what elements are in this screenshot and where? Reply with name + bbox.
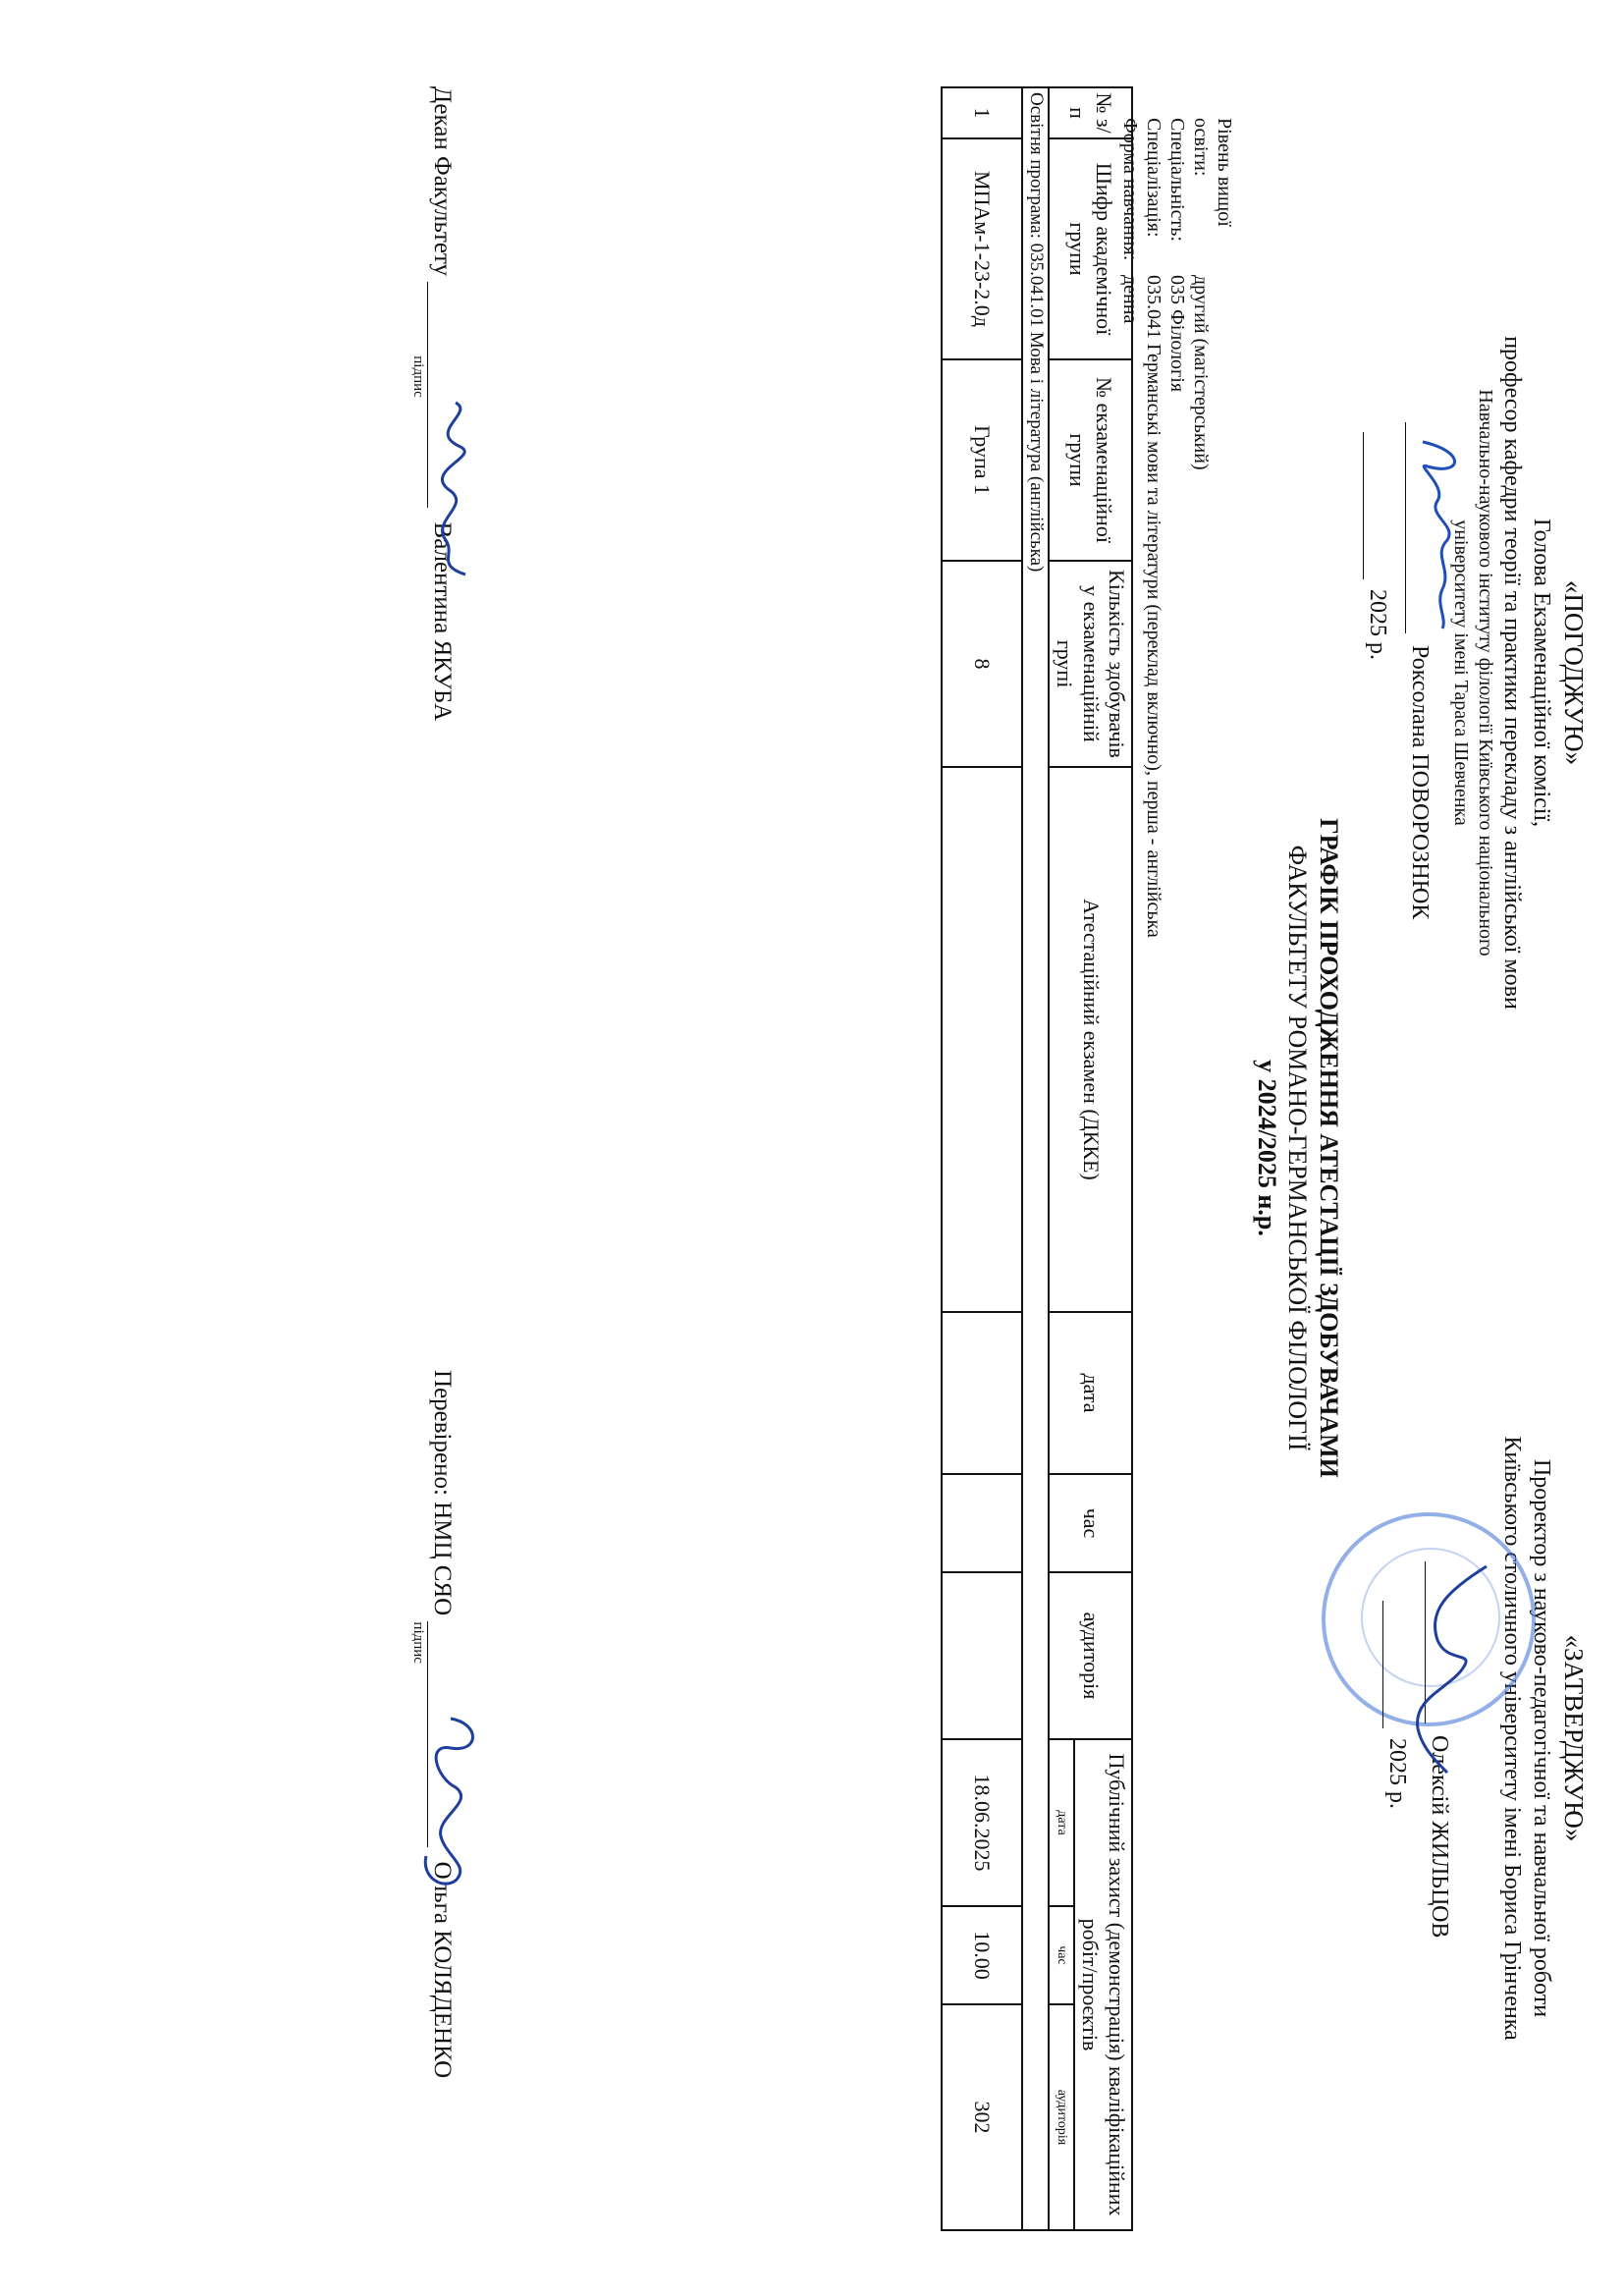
title-line-2: ФАКУЛЬТЕТУ РОМАНО-ГЕРМАНСЬКОЇ ФІЛОЛОГІЇ [1283,845,1313,1451]
info-value: 035 Філологія [1166,275,1188,393]
header-date: дата [1049,1312,1132,1474]
header-exam: Атестаційний екзамен (ДККЕ) [1049,767,1132,1312]
cell-group-code: МПАм-1-23-2.0д [942,138,1022,359]
approval-right-line: Проректор з науково-педагогічної та навчальної роботи [1529,1458,1555,2018]
header-defense: Публічний захист (демонстрація) кваліфікаційних робіт/проєктів [1074,1739,1132,2230]
approval-left-block [1448,285,1590,1061]
approval-right-year: 2025 р. [1384,1738,1410,1809]
approval-left-line: професор кафедри теорії та практики перекладу з англійської мови [1499,336,1526,1010]
header-time: час [1049,1474,1132,1572]
program-title: Освітня програма: 035.041.01 Мова і література (англійська) [1022,87,1049,2230]
cell-date [942,1312,1022,1474]
info-row [1189,118,1236,1591]
info-row [1165,118,1189,1591]
cell-count: 8 [942,561,1022,767]
approval-left-name: Роксолана ПОВОРОЗНЮК [1407,645,1433,920]
header-num: № з/п [1049,87,1132,138]
approval-left-signature [1398,432,1477,638]
document-title [1251,0,1344,2296]
title-line-3: у 2024/2025 н.р. [1252,1060,1281,1236]
checked-label: Перевірено: НМЦ СЯО [429,1370,456,1616]
dean-name: Валентина ЯКУБА [429,521,456,722]
header-defense-room: аудиторія [1049,2004,1074,2230]
header-group-code: Шифр академічної групи [1049,138,1132,359]
header-defense-date: дата [1049,1739,1074,1906]
dean-label: Декан Факультету [429,86,456,277]
checked-signature [406,1709,495,1905]
cell-defense-time: 10.00 [942,1906,1022,2004]
table-program-row [1022,87,1049,2230]
approval-left-year-line [1363,432,1390,579]
approval-left-line: університету імені Тараса Шевченка [1450,519,1473,826]
info-row [1142,118,1165,1591]
attestation-table [941,86,1133,2231]
approval-left-line: Навчально-наукового інституту філології Київського національного [1475,389,1497,957]
info-value: другий (магістерський) [1190,275,1212,470]
approval-right-heading: «ЗАТВЕРДЖУЮ» [1559,1634,1589,1842]
cell-exam-group: Група 1 [942,359,1022,561]
header-count: Кількість здобувачів у екзаменаційній групі [1049,561,1132,767]
approval-right-line: Київського столичного університету імені Бориса Грінченка [1499,1436,1526,2041]
table-row [942,87,1022,2230]
info-label: Спеціальність: [1166,118,1188,242]
cell-exam [942,767,1022,1312]
approval-left-line: Голова Екзаменаційної комісії, [1529,518,1555,828]
dean-caption: підпис [410,355,426,398]
info-value: денна [1119,275,1141,324]
cell-time [942,1474,1022,1572]
info-label: Рівень вищої освіти: [1190,118,1235,227]
header-defense-time: час [1049,1906,1074,2004]
checked-caption: підпис [410,1621,426,1664]
approval-right-year-row [1382,1601,1410,1809]
table-header-row [1074,87,1132,2230]
approval-left-year-row [1363,432,1390,660]
title-line-1: ГРАФІК ПРОХОДЖЕННЯ АТЕСТАЦІЇ ЗДОБУВАЧАМИ [1315,818,1343,1478]
approval-right-signature [1398,1552,1506,1777]
approval-right-year-line [1382,1601,1410,1728]
info-value: 035.041 Германські мови та літератури (переклад включно), перша - англійська [1143,275,1164,938]
header-exam-group: № екзаменаційної групи [1049,359,1132,561]
header-room: аудиторія [1049,1572,1132,1739]
program-info [1118,118,1236,1591]
approval-left-year: 2025 р. [1365,589,1390,660]
cell-num: 1 [942,87,1022,138]
checked-name: Ольга КОЛЯДЕНКО [429,1861,456,2079]
dean-signature [406,393,495,579]
approval-right-block [1497,1365,1590,2111]
cell-room [942,1572,1022,1739]
info-label: Форма навчання: [1119,118,1141,261]
cell-defense-room: 302 [942,2004,1022,2230]
info-label: Спеціалізація: [1143,118,1164,238]
approval-left-heading: «ПОГОДЖУЮ» [1559,579,1589,766]
approval-right-name: Олексій ЖИЛЬЦОВ [1427,1735,1452,1939]
cell-defense-date: 18.06.2025 [942,1739,1022,1906]
